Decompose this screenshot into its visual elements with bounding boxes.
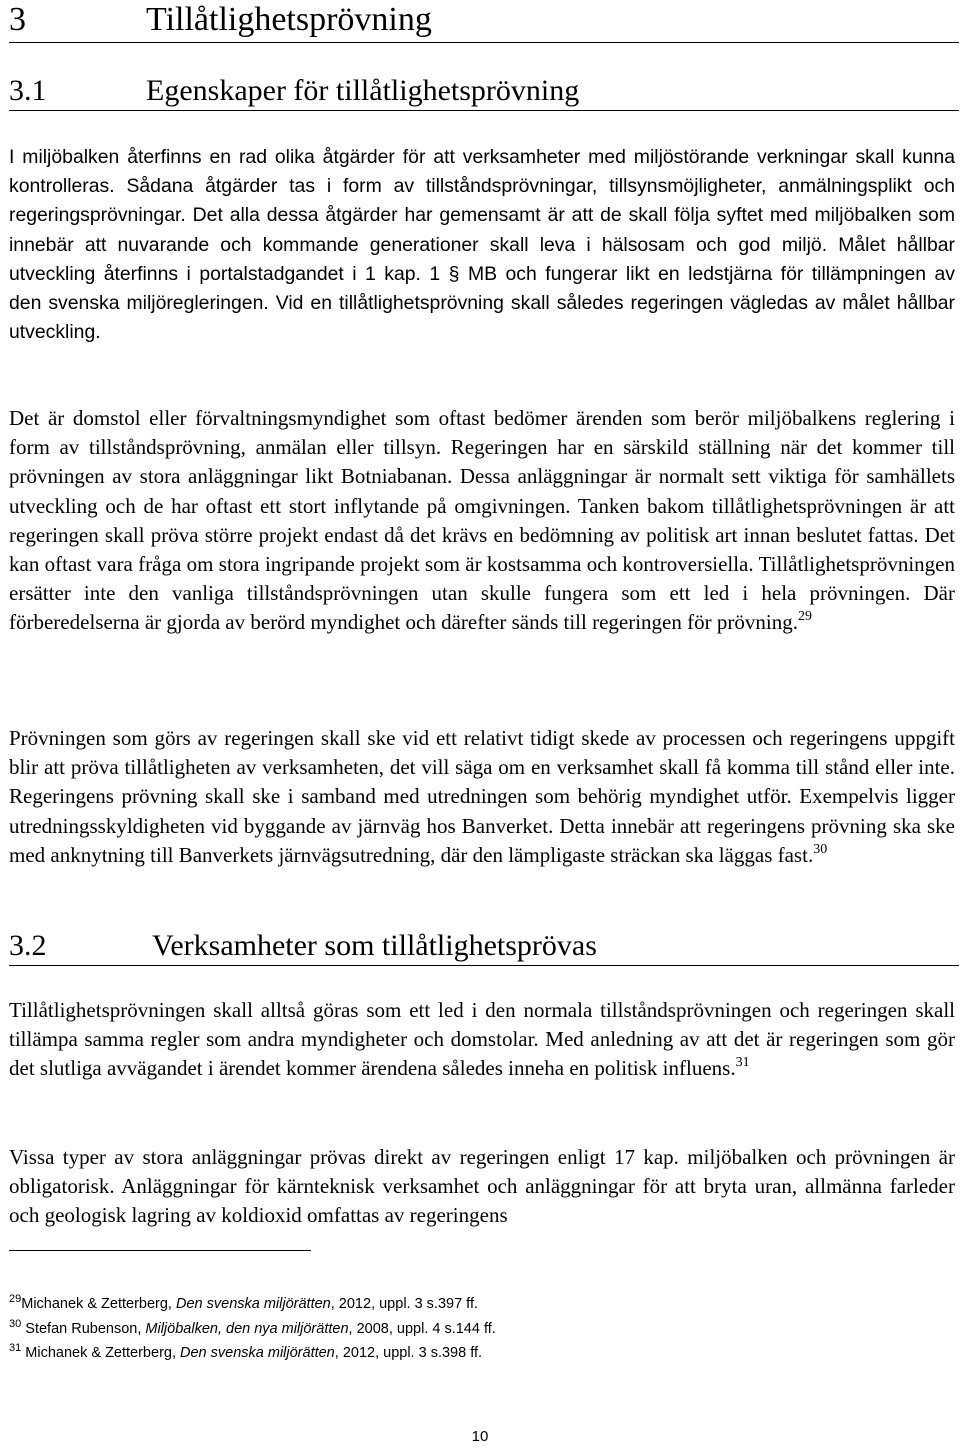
- footnote-ref-29[interactable]: 29: [797, 609, 812, 625]
- footnote-separator: [9, 1250, 311, 1251]
- chapter-heading: [9, 0, 959, 43]
- paragraph-4-text: Tillåtlighetsprövningen skall alltså göras som ett led i den normala tillståndsprövningen och regeringen skall tillämpa samma regler som andra myndigheter och domstolar. Med anledning av att det är regeringen som gör det slutliga avvägandet i ärendet kommer ärendena således inneha en politisk influens.: [9, 998, 955, 1081]
- footnote-ref-31[interactable]: 31: [735, 1055, 750, 1071]
- footnote-30: [9, 1317, 909, 1342]
- paragraph-5: [9, 1143, 955, 1231]
- chapter-number: 3: [9, 1, 26, 38]
- footnote-title: Den svenska miljörätten: [180, 1345, 335, 1362]
- paragraph-5-text: Vissa typer av stora anläggningar prövas direkt av regeringen enligt 17 kap. miljöbalken och prövningen är obligatorisk. Anläggningar för kärnteknisk verksamhet och anläggningar för att bryta uran, allmänna farleder och geologisk lagring av koldioxid omfattas av regeringens: [9, 1145, 955, 1228]
- footnote-title: Miljöbalken, den nya miljörätten: [145, 1320, 349, 1337]
- section-heading-3-1: [9, 72, 959, 111]
- chapter-title: Tillåtlighetsprövning: [146, 1, 432, 38]
- paragraph-2-text: Det är domstol eller förvaltningsmyndighet som oftast bedömer ärenden som berör miljöbalkens reglering i form av tillståndsprövning, anmälan eller tillsyn. Regeringen har en särskild ställning när det kommer till prövningen av stora anläggningar likt Botniabanan. Dessa anläggningar är normalt sett viktiga för samhällets utveckling och de har oftast ett stort inflytande på omgivningen. Tanken bakom tillåtlighetsprövningen är att regeringen skall pröva större projekt endast då det krävs en bedömning av politisk art innan beslutet fattas. Det kan oftast vara fråga om stora ingripande projekt som är kostsamma och kontroversiella. Tillåtlighetsprövningen ersätter inte den vanliga tillståndsprövningen utan skulle fungera som ett led i hela prövningen. Där förberedelserna är gjorda av berörd myndighet och därefter sänds till regeringen för prövning.: [9, 406, 955, 635]
- section-symbol: §: [448, 262, 460, 285]
- section-title: Verksamheter som tillåtlighetsprövas: [152, 929, 597, 962]
- section-title: Egenskaper för tillåtlighetsprövning: [146, 74, 580, 107]
- paragraph-2: [9, 404, 955, 638]
- footnote-details: , 2012, uppl. 3 s.398 ff.: [334, 1345, 483, 1362]
- footnote-details: , 2012, uppl. 3 s.397 ff.: [330, 1296, 479, 1312]
- footnotes: [9, 1292, 909, 1366]
- paragraph-1-text-b: MB och fungerar likt en ledstjärna för tillämpningen av den svenska miljöregleringen. Vid en tillåtlighetsprövning skall således regeringen vägledas av målet hållbar utveckling.: [9, 262, 955, 344]
- paragraph-4: [9, 996, 955, 1084]
- section-number: 3.2: [9, 929, 47, 962]
- footnote-31: [9, 1341, 909, 1366]
- footnote-author: Stefan Rubenson,: [21, 1320, 146, 1337]
- footnote-ref-30[interactable]: 30: [813, 841, 828, 857]
- footnote-number: 31: [9, 1342, 22, 1355]
- paragraph-1-text-a: I miljöbalken återfinns en rad olika åtgärder för att verksamheter med miljöstörande verkningar skall kunna kontrolleras. Sådana åtgärder tas i form av tillståndsprövningar, tillsynsmöjligheter, anmälningsplikt och regeringsprövningar. Det alla dessa åtgärder har gemensamt är att de skall följa syftet med miljöbalken som innebär att nuvarande och kommande generationer skall leva i hälsosam och god miljö. Målet hållbar utveckling återfinns i portalstadgandet i 1 kap. 1: [9, 146, 955, 285]
- section-number: 3.1: [9, 74, 47, 107]
- page-number: 10: [471, 1428, 489, 1445]
- paragraph-3-text: Prövningen som görs av regeringen skall ske vid ett relativt tidigt skede av processen och regeringens uppgift blir att pröva tillåtligheten av verksamheten, det vill säga om en verksamhet skall få komma till stånd eller inte. Regeringens prövning skall ske i samband med utredningen som behörig myndighet utför. Exempelvis ligger utredningsskyldigheten vid byggande av järnväg hos Banverket. Detta innebär att regeringens prövning ska ske med anknytning till Banverkets järnvägsutredning, där den lämpligaste sträckan ska läggas fast.: [9, 726, 955, 867]
- paragraph-3: [9, 724, 955, 870]
- section-heading-3-2: [9, 927, 959, 966]
- footnote-number: 30: [9, 1317, 22, 1330]
- footnote-number: 29: [9, 1293, 22, 1305]
- footnote-details: , 2008, uppl. 4 s.144 ff.: [348, 1320, 496, 1337]
- footnote-author: Michanek & Zetterberg,: [21, 1345, 181, 1362]
- paragraph-1: [9, 143, 955, 347]
- footnote-29: [9, 1292, 909, 1317]
- footnote-title: Den svenska miljörätten: [176, 1296, 331, 1312]
- footnote-author: Michanek & Zetterberg,: [21, 1296, 176, 1312]
